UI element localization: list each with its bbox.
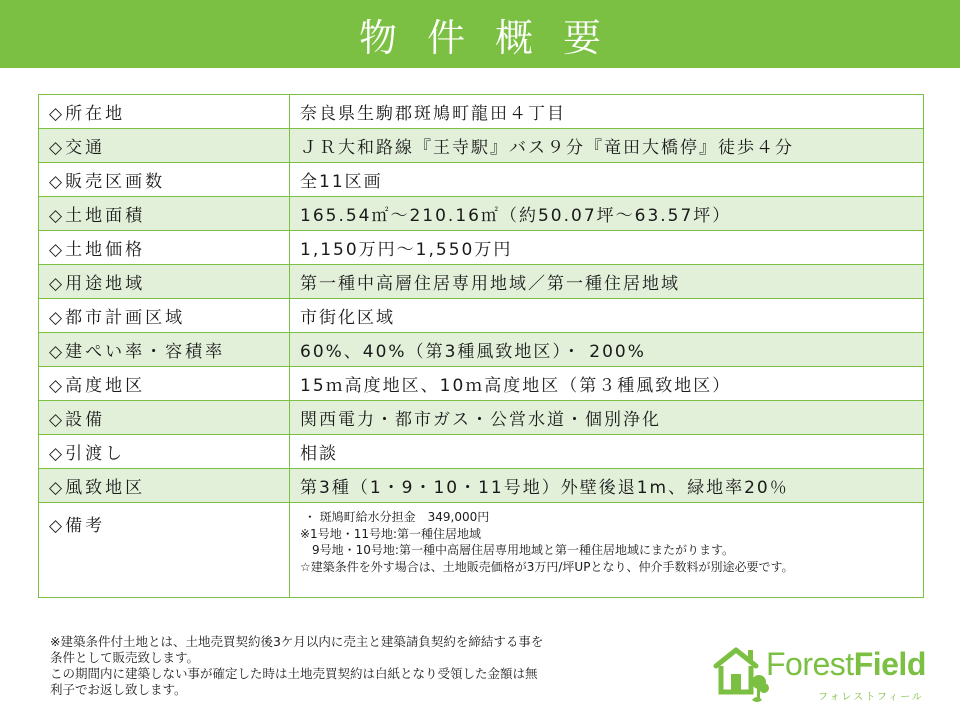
row-label: ◇販売区画数	[39, 163, 290, 197]
row-label: ◇土地面積	[39, 197, 290, 231]
forestfield-logo	[712, 644, 952, 708]
table-row	[39, 367, 924, 401]
row-value: ＪＲ大和路線『王寺駅』バス９分『竜田大橋停』徒歩４分	[290, 129, 924, 163]
row-label: ◇高度地区	[39, 367, 290, 401]
row-value: 第一種中高層住居専用地域／第一種住居地域	[290, 265, 924, 299]
row-label: ◇交通	[39, 129, 290, 163]
logo-kana: フォレストフィール	[818, 692, 924, 703]
row-value: 関西電力・都市ガス・公営水道・個別浄化	[290, 401, 924, 435]
row-label: ◇風致地区	[39, 469, 290, 503]
row-value: 第3種（1・9・10・11号地）外壁後退1m、緑地率20％	[290, 469, 924, 503]
table-row	[39, 231, 924, 265]
house-tree-logo-icon	[712, 644, 770, 708]
row-label: ◇土地価格	[39, 231, 290, 265]
table-row	[39, 95, 924, 129]
remarks-cell	[290, 503, 924, 598]
row-value: 165.54㎡～210.16㎡（約50.07坪～63.57坪）	[290, 197, 924, 231]
page-title: 物件概要	[358, 15, 631, 60]
table-row	[39, 163, 924, 197]
table-row	[39, 435, 924, 469]
title-bar	[0, 0, 960, 68]
table-row	[39, 469, 924, 503]
remarks-row	[39, 503, 924, 598]
row-label: ◇引渡し	[39, 435, 290, 469]
row-label: ◇都市計画区域	[39, 299, 290, 333]
row-value: 奈良県生駒郡斑鳩町龍田４丁目	[290, 95, 924, 129]
row-label: ◇設備	[39, 401, 290, 435]
row-label: ◇用途地域	[39, 265, 290, 299]
row-value: 相談	[290, 435, 924, 469]
table-row	[39, 299, 924, 333]
row-value: 15ｍ高度地区、10ｍ高度地区（第３種風致地区）	[290, 367, 924, 401]
logo-word-field: Field	[853, 646, 926, 682]
table-row	[39, 197, 924, 231]
row-label: ◇所在地	[39, 95, 290, 129]
table-row	[39, 129, 924, 163]
row-value: 全11区画	[290, 163, 924, 197]
remarks-label: ◇備考	[39, 503, 290, 598]
property-outline-table	[38, 94, 924, 598]
logo-word-forest: Forest	[766, 646, 854, 682]
remarks-text: ・ 斑鳩町給水分担金 349,000円 ※1号地・11号地:第一種住居地域 9号地・10号地:第一種中高層住居専用地域と第一種住居地域にまたがります。 ☆建築条件を外す場合は、土地販売価格が3万円/坪UPとなり、仲介手数料が別途必要です。	[300, 510, 794, 574]
table-row	[39, 265, 924, 299]
row-label: ◇建ぺい率・容積率	[39, 333, 290, 367]
table-row	[39, 401, 924, 435]
logo-wordmark	[766, 646, 926, 683]
table-row	[39, 333, 924, 367]
row-value: 1,150万円～1,550万円	[290, 231, 924, 265]
row-value: 市街化区域	[290, 299, 924, 333]
footnote: ※建築条件付土地とは、土地売買契約後3ケ月以内に売主と建築請負契約を締結する事を 条件として販売致します。 この期間内に建築しない事が確定した時は土地売買契約は白紙となり受領した金額は無 利子でお返し致します。	[50, 634, 544, 697]
row-value: 60%、40%（第3種風致地区）・ 200%	[290, 333, 924, 367]
